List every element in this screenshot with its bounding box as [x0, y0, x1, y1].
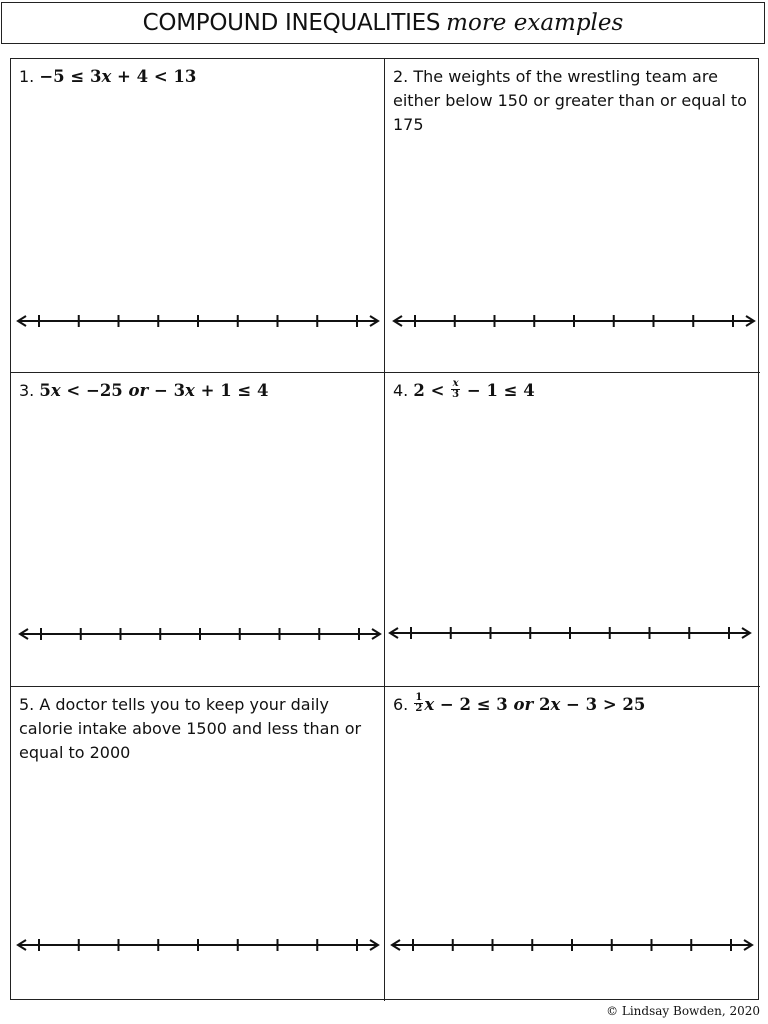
expr-part: −5 ≤ 3: [39, 67, 102, 86]
problem-number-6: 6.: [393, 695, 409, 714]
problem-number-5: 5.: [19, 695, 35, 714]
fraction-numerator: x: [452, 378, 459, 389]
problem-number-1: 1.: [19, 67, 35, 86]
copyright-footer: © Lindsay Bowden, 2020: [606, 1004, 760, 1018]
expr-variable: x: [101, 67, 112, 86]
number-line-1[interactable]: [11, 309, 385, 333]
problem-cell-1: [11, 59, 385, 373]
number-line-2[interactable]: [385, 309, 760, 333]
expr-part: + 4 < 13: [111, 67, 197, 86]
expr-part: 2: [533, 695, 551, 714]
expr-or: or: [513, 695, 534, 714]
title-main: COMPOUND INEQUALITIES: [142, 10, 441, 36]
fraction-denominator: 3: [452, 389, 460, 400]
problem-cell-3: [11, 373, 385, 687]
problem-cell-4: [385, 373, 760, 687]
problem-prompt-6: [393, 693, 752, 717]
number-line-4[interactable]: [385, 621, 760, 645]
expr-part: − 3: [148, 381, 186, 400]
problem-text-2: The weights of the wrestling team are either below 150 or greater than or equal to 175: [393, 67, 747, 134]
problem-prompt-2: [393, 65, 752, 137]
expr-part: 2 <: [413, 381, 451, 400]
expr-part: 5: [39, 381, 51, 400]
problem-expression-1: [39, 67, 196, 86]
expr-variable: x: [550, 695, 561, 714]
number-line-3[interactable]: [11, 622, 385, 646]
fraction-denominator: 2: [415, 703, 423, 714]
expr-part: − 2 ≤ 3: [434, 695, 514, 714]
number-line-5[interactable]: [11, 933, 385, 957]
problem-expression-6: [413, 692, 646, 714]
expr-part: − 1 ≤ 4: [461, 381, 535, 400]
problem-grid: [10, 58, 759, 1000]
problem-cell-6: [385, 687, 760, 1001]
expr-part: + 1 ≤ 4: [194, 381, 269, 400]
problem-number-4: 4.: [393, 381, 409, 400]
expr-variable: x: [424, 695, 435, 714]
expr-variable: x: [50, 381, 61, 400]
problem-prompt-3: [19, 379, 376, 403]
number-line-6[interactable]: [385, 933, 760, 957]
problem-prompt-1: [19, 65, 376, 89]
expr-or: or: [128, 381, 149, 400]
fraction: [414, 693, 423, 714]
worksheet-title: [1, 2, 765, 44]
problem-prompt-5: [19, 693, 376, 765]
problem-cell-2: [385, 59, 760, 373]
problem-expression-4: [413, 378, 535, 400]
expr-part: − 3 > 25: [560, 695, 646, 714]
expr-variable: x: [185, 381, 195, 400]
fraction: [451, 379, 460, 400]
problem-prompt-4: [393, 379, 752, 403]
title-subtitle: more examples: [446, 10, 624, 36]
problem-expression-3: [39, 381, 268, 400]
fraction-numerator: 1: [415, 692, 423, 703]
problem-number-3: 3.: [19, 381, 35, 400]
expr-part: < −25: [60, 381, 129, 400]
problem-number-2: 2.: [393, 67, 409, 86]
problem-text-5: A doctor tells you to keep your daily calorie intake above 1500 and less than or equal to 2000: [19, 695, 362, 762]
problem-cell-5: [11, 687, 385, 1001]
